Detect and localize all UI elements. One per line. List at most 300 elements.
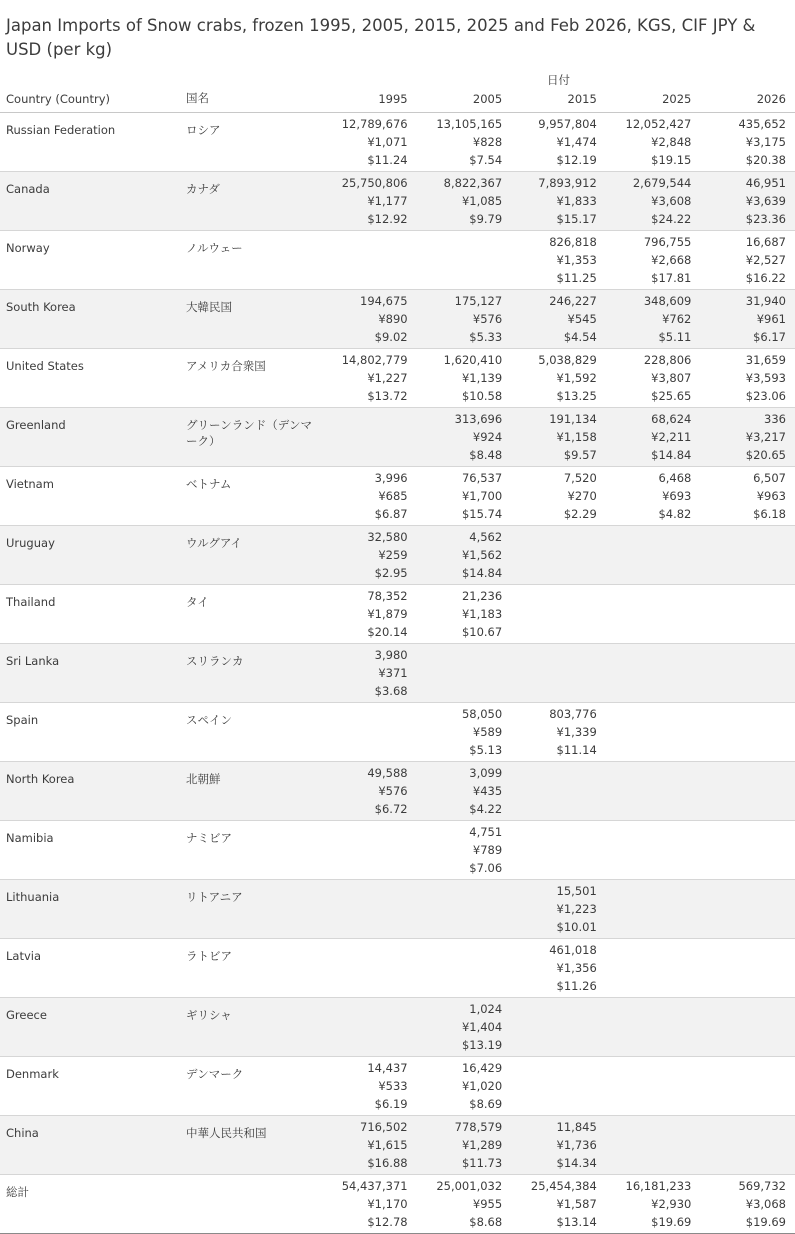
value-qty: 14,802,779 (341, 353, 408, 367)
value-jpy (610, 1136, 692, 1154)
value-usd (515, 800, 597, 818)
value-usd: $7.06 (469, 861, 503, 875)
value-jpy (421, 664, 503, 682)
table-row[interactable] (0, 644, 795, 703)
cell-values-2015 (511, 998, 606, 1057)
value-usd: $4.22 (469, 802, 503, 816)
column-header-2015[interactable]: 2015 (511, 88, 606, 113)
value-jpy: ¥1,223 (556, 902, 597, 916)
value-qty (326, 941, 408, 959)
cell-values-1995 (322, 172, 417, 231)
value-usd: $23.36 (745, 212, 786, 226)
total-value-usd: $19.69 (651, 1215, 692, 1229)
value-qty: 16,429 (461, 1061, 503, 1075)
table-row[interactable] (0, 526, 795, 585)
cell-values-2026 (700, 880, 795, 939)
cell-values-2005 (417, 113, 512, 172)
value-jpy (326, 723, 408, 741)
cell-values-2025 (606, 290, 701, 349)
table-row[interactable] (0, 408, 795, 467)
cell-country-jp: スリランカ (180, 644, 322, 703)
value-jpy: ¥2,527 (745, 253, 786, 267)
value-jpy (326, 841, 408, 859)
value-jpy: ¥2,848 (651, 135, 692, 149)
table-row[interactable] (0, 939, 795, 998)
cell-values-2005 (417, 762, 512, 821)
value-jpy (421, 959, 503, 977)
value-usd (610, 977, 692, 995)
cell-country: Denmark (0, 1057, 180, 1116)
value-usd: $14.34 (556, 1156, 597, 1170)
cell-country: Spain (0, 703, 180, 762)
table-row[interactable] (0, 880, 795, 939)
value-jpy: ¥828 (472, 135, 503, 149)
value-usd: $11.24 (367, 153, 408, 167)
cell-country-jp: リトアニア (180, 880, 322, 939)
cell-country-jp: デンマーク (180, 1057, 322, 1116)
cell-values-2025 (606, 349, 701, 408)
cell-values-2015 (511, 172, 606, 231)
total-value-usd: $12.78 (367, 1215, 408, 1229)
cell-values-1995 (322, 998, 417, 1057)
value-usd (326, 741, 408, 759)
value-qty (610, 587, 692, 605)
table-row[interactable] (0, 290, 795, 349)
value-usd: $6.18 (753, 507, 786, 521)
value-jpy (704, 1018, 786, 1036)
value-usd (326, 446, 408, 464)
cell-country-jp: ベトナム (180, 467, 322, 526)
value-usd (515, 564, 597, 582)
value-jpy: ¥685 (378, 489, 408, 503)
value-usd: $15.74 (461, 507, 503, 521)
value-jpy (515, 1077, 597, 1095)
value-qty: 6,468 (658, 471, 692, 485)
value-usd (326, 859, 408, 877)
value-jpy (610, 664, 692, 682)
cell-values-2015 (511, 762, 606, 821)
cell-country: China (0, 1116, 180, 1175)
cell-values-2025 (606, 585, 701, 644)
value-usd: $10.67 (461, 625, 503, 639)
cell-country-jp: カナダ (180, 172, 322, 231)
value-qty: 9,957,804 (538, 117, 597, 131)
value-qty: 1,620,410 (443, 353, 503, 367)
table-row[interactable] (0, 349, 795, 408)
value-usd: $14.84 (461, 566, 503, 580)
cell-country: Uruguay (0, 526, 180, 585)
value-usd (326, 918, 408, 936)
cell-values-2026 (700, 290, 795, 349)
value-usd: $13.19 (461, 1038, 503, 1052)
date-header-spacer-jp (180, 72, 322, 88)
table-row[interactable] (0, 231, 795, 290)
value-jpy: ¥1,833 (556, 194, 597, 208)
cell-values-2026 (700, 408, 795, 467)
value-jpy (704, 900, 786, 918)
total-label-jp (180, 1175, 322, 1234)
date-header-spacer-country (0, 72, 180, 88)
value-qty (515, 587, 597, 605)
cell-values-1995 (322, 526, 417, 585)
cell-values-2015 (511, 585, 606, 644)
value-qty: 12,052,427 (625, 117, 692, 131)
value-jpy (326, 251, 408, 269)
table-head (0, 72, 795, 113)
cell-values-2026 (700, 585, 795, 644)
value-usd (326, 269, 408, 287)
value-usd: $9.02 (374, 330, 408, 344)
value-qty: 15,501 (556, 884, 597, 898)
cell-values-2025 (606, 408, 701, 467)
value-jpy: ¥924 (472, 430, 503, 444)
cell-values-2005 (417, 880, 512, 939)
total-values-1995 (322, 1175, 417, 1234)
value-qty (610, 1000, 692, 1018)
value-qty (610, 1059, 692, 1077)
cell-values-2015 (511, 113, 606, 172)
value-jpy: ¥1,404 (461, 1020, 503, 1034)
table-row[interactable] (0, 467, 795, 526)
value-jpy (326, 428, 408, 446)
cell-country-jp: ラトビア (180, 939, 322, 998)
cell-values-2025 (606, 1057, 701, 1116)
value-jpy: ¥545 (567, 312, 597, 326)
value-qty: 7,520 (563, 471, 597, 485)
value-jpy: ¥1,592 (556, 371, 597, 385)
value-qty (326, 233, 408, 251)
cell-values-2025 (606, 880, 701, 939)
cell-country: Thailand (0, 585, 180, 644)
value-qty (421, 941, 503, 959)
value-jpy: ¥1,227 (367, 371, 408, 385)
value-qty: 246,227 (549, 294, 597, 308)
value-usd (515, 859, 597, 877)
value-usd: $10.01 (556, 920, 597, 934)
value-jpy (704, 782, 786, 800)
value-qty: 4,562 (469, 530, 503, 544)
value-qty: 313,696 (454, 412, 503, 426)
value-qty: 194,675 (360, 294, 408, 308)
cell-country: North Korea (0, 762, 180, 821)
value-jpy (610, 959, 692, 977)
cell-country-jp: タイ (180, 585, 322, 644)
column-header-country[interactable]: Country (Country) (0, 88, 180, 113)
value-qty: 796,755 (643, 235, 692, 249)
total-values-2026 (700, 1175, 795, 1234)
value-qty: 31,940 (745, 294, 786, 308)
value-jpy: ¥3,175 (745, 135, 786, 149)
cell-country-jp: ウルグアイ (180, 526, 322, 585)
value-qty (704, 882, 786, 900)
cell-values-1995 (322, 644, 417, 703)
table-row[interactable] (0, 703, 795, 762)
value-qty (421, 233, 503, 251)
value-usd (704, 918, 786, 936)
value-usd: $5.11 (658, 330, 692, 344)
table-row[interactable] (0, 821, 795, 880)
value-qty: 716,502 (360, 1120, 408, 1134)
cell-values-2025 (606, 172, 701, 231)
value-jpy: ¥1,183 (461, 607, 503, 621)
cell-country: South Korea (0, 290, 180, 349)
cell-values-1995 (322, 821, 417, 880)
value-jpy: ¥1,158 (556, 430, 597, 444)
table-row[interactable] (0, 172, 795, 231)
cell-values-2025 (606, 526, 701, 585)
value-qty: 46,951 (745, 176, 786, 190)
cell-country-jp: ロシア (180, 113, 322, 172)
value-usd: $4.82 (658, 507, 692, 521)
value-jpy (704, 546, 786, 564)
value-qty (610, 1118, 692, 1136)
value-qty (704, 1059, 786, 1077)
cell-values-1995 (322, 1057, 417, 1116)
value-qty (515, 646, 597, 664)
value-jpy (326, 1018, 408, 1036)
value-jpy (704, 1136, 786, 1154)
value-usd: $8.48 (469, 448, 503, 462)
cell-country: Namibia (0, 821, 180, 880)
total-value-jpy: ¥2,930 (651, 1197, 692, 1211)
cell-values-2025 (606, 998, 701, 1057)
value-jpy: ¥1,736 (556, 1138, 597, 1152)
total-value-qty: 54,437,371 (341, 1179, 408, 1193)
value-qty (326, 882, 408, 900)
value-qty (610, 528, 692, 546)
value-qty: 12,789,676 (341, 117, 408, 131)
value-usd: $6.19 (374, 1097, 408, 1111)
cell-values-2026 (700, 113, 795, 172)
cell-values-2026 (700, 998, 795, 1057)
cell-country-jp: 北朝鮮 (180, 762, 322, 821)
total-value-jpy: ¥955 (472, 1197, 503, 1211)
value-usd (704, 859, 786, 877)
value-usd (610, 623, 692, 641)
value-jpy: ¥1,615 (367, 1138, 408, 1152)
value-jpy: ¥1,474 (556, 135, 597, 149)
value-usd (704, 800, 786, 818)
total-value-usd: $13.14 (556, 1215, 597, 1229)
total-label: 総計 (0, 1175, 180, 1234)
value-qty (610, 882, 692, 900)
column-header-2025[interactable]: 2025 (606, 88, 701, 113)
cell-values-1995 (322, 703, 417, 762)
value-usd: $2.95 (374, 566, 408, 580)
cell-values-2015 (511, 644, 606, 703)
cell-country: Vietnam (0, 467, 180, 526)
cell-values-2025 (606, 703, 701, 762)
value-qty: 778,579 (454, 1120, 503, 1134)
value-usd (704, 1036, 786, 1054)
value-usd: $13.25 (556, 389, 597, 403)
table-row[interactable] (0, 762, 795, 821)
value-usd (610, 741, 692, 759)
value-qty: 336 (764, 412, 786, 426)
cell-country-jp: スペイン (180, 703, 322, 762)
value-jpy: ¥576 (378, 784, 408, 798)
cell-values-2005 (417, 585, 512, 644)
page-title: Japan Imports of Snow crabs, frozen 1995, 2005, 2015, 2025 and Feb 2026, KGS, CIF JPY & USD (per kg) (6, 16, 756, 59)
value-usd: $13.72 (367, 389, 408, 403)
cell-values-2015 (511, 939, 606, 998)
value-usd (704, 741, 786, 759)
value-qty: 13,105,165 (436, 117, 503, 131)
cell-values-2015 (511, 290, 606, 349)
value-usd: $24.22 (651, 212, 692, 226)
value-jpy (610, 841, 692, 859)
value-jpy: ¥371 (378, 666, 408, 680)
cell-country: Norway (0, 231, 180, 290)
value-jpy: ¥3,217 (745, 430, 786, 444)
value-usd: $11.26 (556, 979, 597, 993)
value-qty: 5,038,829 (538, 353, 597, 367)
value-jpy: ¥963 (756, 489, 786, 503)
cell-values-1995 (322, 467, 417, 526)
value-usd: $6.17 (753, 330, 786, 344)
cell-values-1995 (322, 231, 417, 290)
cell-country: Greece (0, 998, 180, 1057)
value-qty (326, 410, 408, 428)
column-header-1995[interactable]: 1995 (322, 88, 417, 113)
value-usd (704, 682, 786, 700)
value-usd: $9.57 (563, 448, 597, 462)
cell-country-jp: グリーンランド（デンマーク） (180, 408, 322, 467)
value-usd (326, 977, 408, 995)
value-usd (704, 564, 786, 582)
value-jpy (610, 782, 692, 800)
value-qty: 8,822,367 (443, 176, 503, 190)
value-usd (610, 564, 692, 582)
value-qty (515, 764, 597, 782)
table-row[interactable] (0, 1057, 795, 1116)
value-usd: $10.58 (461, 389, 503, 403)
value-usd (421, 269, 503, 287)
cell-values-2005 (417, 408, 512, 467)
cell-country: Canada (0, 172, 180, 231)
value-jpy: ¥3,639 (745, 194, 786, 208)
total-values-2025 (606, 1175, 701, 1234)
value-jpy (704, 664, 786, 682)
table-row[interactable] (0, 1116, 795, 1175)
value-usd: $20.14 (367, 625, 408, 639)
cell-values-2025 (606, 1116, 701, 1175)
cell-values-2015 (511, 703, 606, 762)
value-usd: $14.84 (651, 448, 692, 462)
table-row[interactable] (0, 113, 795, 172)
cell-country-jp: ノルウェー (180, 231, 322, 290)
value-jpy (610, 546, 692, 564)
value-qty: 11,845 (556, 1120, 597, 1134)
cell-country-jp: ギリシャ (180, 998, 322, 1057)
value-qty: 58,050 (461, 707, 503, 721)
value-qty: 435,652 (738, 117, 786, 131)
cell-values-2015 (511, 1057, 606, 1116)
value-qty: 826,818 (549, 235, 597, 249)
cell-values-2025 (606, 644, 701, 703)
value-qty (704, 705, 786, 723)
value-usd: $5.13 (469, 743, 503, 757)
cell-values-1995 (322, 585, 417, 644)
value-qty: 25,750,806 (341, 176, 408, 190)
cell-values-1995 (322, 939, 417, 998)
value-usd (515, 623, 597, 641)
imports-table (0, 72, 795, 1234)
value-jpy: ¥589 (472, 725, 503, 739)
table-row[interactable] (0, 585, 795, 644)
cell-values-2015 (511, 821, 606, 880)
value-usd (515, 1036, 597, 1054)
cell-values-2025 (606, 231, 701, 290)
value-usd (704, 623, 786, 641)
value-qty (704, 764, 786, 782)
value-qty (421, 882, 503, 900)
cell-values-2005 (417, 644, 512, 703)
value-jpy (610, 605, 692, 623)
value-usd (421, 682, 503, 700)
value-usd (421, 977, 503, 995)
value-usd: $19.15 (651, 153, 692, 167)
value-qty: 3,099 (469, 766, 503, 780)
value-usd: $8.69 (469, 1097, 503, 1111)
date-header-label: 日付 (547, 73, 570, 87)
value-qty: 228,806 (643, 353, 692, 367)
value-qty: 461,018 (549, 943, 597, 957)
value-jpy: ¥1,879 (367, 607, 408, 621)
value-jpy (610, 723, 692, 741)
value-qty (704, 941, 786, 959)
cell-values-2026 (700, 939, 795, 998)
value-usd (610, 1154, 692, 1172)
column-header-2026[interactable]: 2026 (700, 88, 795, 113)
value-usd (610, 859, 692, 877)
cell-values-2026 (700, 231, 795, 290)
cell-values-2025 (606, 113, 701, 172)
value-jpy: ¥961 (756, 312, 786, 326)
cell-values-2015 (511, 1116, 606, 1175)
table-row[interactable] (0, 998, 795, 1057)
cell-values-2026 (700, 762, 795, 821)
value-jpy: ¥1,353 (556, 253, 597, 267)
value-qty: 803,776 (549, 707, 597, 721)
cell-values-2005 (417, 1057, 512, 1116)
value-qty: 16,687 (745, 235, 786, 249)
value-jpy: ¥1,177 (367, 194, 408, 208)
value-usd: $11.73 (461, 1156, 503, 1170)
cell-values-1995 (322, 1116, 417, 1175)
value-usd: $5.33 (469, 330, 503, 344)
value-jpy: ¥693 (662, 489, 692, 503)
value-jpy (610, 900, 692, 918)
column-header-2005[interactable]: 2005 (417, 88, 512, 113)
date-header-row (0, 72, 795, 88)
cell-values-2015 (511, 408, 606, 467)
value-jpy (326, 959, 408, 977)
cell-values-2026 (700, 172, 795, 231)
cell-values-2005 (417, 231, 512, 290)
value-qty: 348,609 (643, 294, 692, 308)
cell-values-2005 (417, 526, 512, 585)
total-value-qty: 569,732 (738, 1179, 786, 1193)
cell-country: Russian Federation (0, 113, 180, 172)
value-jpy (704, 1077, 786, 1095)
column-header-country-jp[interactable]: 国名 (180, 88, 322, 113)
value-jpy: ¥1,339 (556, 725, 597, 739)
value-usd: $9.79 (469, 212, 503, 226)
value-qty (515, 1000, 597, 1018)
cell-values-1995 (322, 762, 417, 821)
value-usd: $16.22 (745, 271, 786, 285)
